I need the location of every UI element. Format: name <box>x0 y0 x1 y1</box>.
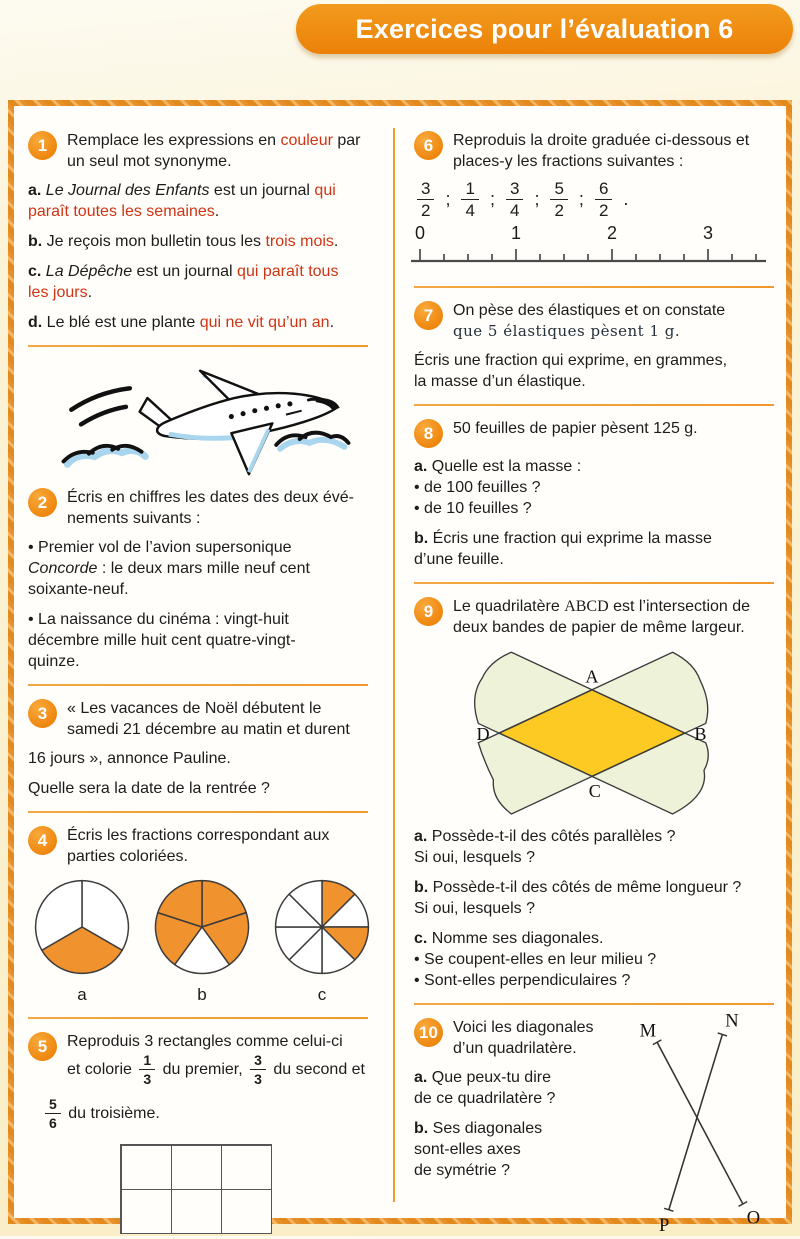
exercise-10-item-b: b. Ses diagonales sont-elles axes de symétrie ? <box>414 1120 543 1179</box>
exercise-1-item-c: c. La Dépêche est un journal qui paraît tous les jours. <box>28 263 339 301</box>
number-line <box>408 221 780 274</box>
exercise-7-question: Écris une fraction qui exprime, en grammes, la masse d’un élastique. <box>414 352 728 390</box>
fraction-3-2: $\frac{3}{2}$ <box>417 180 434 219</box>
page-title: Exercices pour l’évaluation 6 <box>355 13 734 44</box>
exercise-2-event-1: • Premier vol de l’avion supersonique Concorde : le deux mars mille neuf cent soixante-neuf. <box>28 539 310 598</box>
exercise-7-badge: 7 <box>414 301 443 330</box>
airplane-illustration <box>50 359 360 481</box>
exercise-9-item-c: c. Nomme ses diagonales. • Se coupent-elles en leur milieu ? • Sont-elles perpendiculaires ? <box>414 930 657 989</box>
fraction-5-2: $\frac{5}{2}$ <box>550 180 567 219</box>
exercise-2-badge: 2 <box>28 488 57 517</box>
fraction-5-6: $\frac{5}{6}$ <box>45 1097 61 1130</box>
exercise-5-line2: et colorie $\frac{1}{3}$ du premier, $\frac{3}{3}$ du second et <box>67 1052 365 1088</box>
fraction-6-2: $\frac{6}{2}$ <box>595 180 612 219</box>
exercise-5-badge: 5 <box>28 1032 57 1061</box>
fractions-list: $\frac{3}{2}$ ; $\frac{1}{4}$ ; $\frac{3}{4}$ ; $\frac{5}{2}$ ; $\frac{6}{2}$ . <box>414 180 780 219</box>
exercise-8-item-a: a. Quelle est la masse : • de 100 feuilles ? • de 10 feuilles ? <box>414 458 582 517</box>
bands-intersection-figure <box>424 646 760 824</box>
worksheet <box>8 100 792 1237</box>
exercise-divider <box>28 684 368 686</box>
exercise-6: 6 Reproduis la droite graduée ci-dessous et places-y les fractions suivantes : $\frac{3}{2}$ ; $\frac{1}{4}$ ; $\frac{3}{4}$ ; $\frac{5}{2}$ ; $\frac{6}{2}$ . 0 1 2 3 <box>414 130 780 274</box>
number-line-label: 0 <box>414 223 426 243</box>
pie-chart-a <box>30 875 134 1005</box>
grid-cell <box>171 1189 222 1234</box>
exercise-7-script-line: que 5 élastiques pèsent 1 g. <box>453 322 681 340</box>
exercise-7: 7 On pèse des élastiques et on constate que 5 élastiques pèsent 1 g. Écris une fraction qui exprime, en grammes, la masse d’un élastique. <box>414 300 780 392</box>
exercise-1-badge: 1 <box>28 131 57 160</box>
right-column <box>392 106 794 1237</box>
fraction-3-3: $\frac{3}{3}$ <box>250 1053 266 1086</box>
grid-cell <box>121 1145 172 1190</box>
exercise-1-item-d: d. Le blé est une plante qui ne vit qu’un an. <box>28 314 335 331</box>
exercise-8-item-b: b. Écris une fraction qui exprime la masse d’une feuille. <box>414 530 712 568</box>
grid-cell <box>221 1145 272 1190</box>
number-line-label: 2 <box>606 223 618 243</box>
exercise-8: 8 50 feuilles de papier pèsent 125 g. a. Quelle est la masse : • de 100 feuilles ? • de 10 feuilles ? b. Écris une fraction qui exprime la masse d’une feuille. <box>414 418 780 570</box>
exercise-10-badge: 10 <box>414 1018 443 1047</box>
vertex-label-c: C <box>588 781 601 802</box>
grid-cell <box>171 1145 222 1190</box>
exercise-4-badge: 4 <box>28 826 57 855</box>
exercise-3: 3 « Les vacances de Noël débutent le samedi 21 décembre au matin et durent 16 jours », annonce Pauline. Quelle sera la date de la rentrée ? <box>28 698 374 799</box>
vertex-label-o: O <box>746 1208 761 1229</box>
pie-chart-b <box>150 875 254 1005</box>
vertex-label-p: P <box>659 1216 670 1237</box>
exercise-9-item-b: b. Possède-t-il des côtés de même longueur ? Si oui, lesquels ? <box>414 879 742 917</box>
number-line-label: 3 <box>702 223 714 243</box>
number-line-label: 1 <box>510 223 522 243</box>
exercise-9-item-a: a. Possède-t-il des côtés parallèles ? Si oui, lesquels ? <box>414 828 676 866</box>
exercise-divider <box>28 345 368 347</box>
exercise-2: 2 Écris en chiffres les dates des deux évé- nements suivants : • Premier vol de l’avion supersonique Concorde : le deux mars mille neuf cent soixante-neuf. • La naissance du cinéma : vingt-huit décembre mille huit cent quatre-vingt- quinze. <box>28 487 374 672</box>
page-title-banner <box>296 4 793 54</box>
column-divider <box>393 128 395 1202</box>
exercise-1-intro-line2: un seul mot synonyme. <box>67 153 232 170</box>
exercise-9-badge: 9 <box>414 597 443 626</box>
vertex-label-m: M <box>639 1021 657 1042</box>
diagonals-figure <box>624 1013 774 1239</box>
exercise-3-question: Quelle sera la date de la rentrée ? <box>28 780 270 797</box>
pie-figures <box>30 875 374 1005</box>
left-column <box>14 106 392 1218</box>
exercise-divider <box>414 404 774 406</box>
vertex-label-d: D <box>476 723 490 744</box>
vertex-label-a: A <box>585 666 599 687</box>
exercise-2-event-2: • La naissance du cinéma : vingt-huit décembre mille huit cent quatre-vingt- quinze. <box>28 611 296 670</box>
fraction-1-3: $\frac{1}{3}$ <box>139 1053 155 1086</box>
grid-cell <box>221 1189 272 1234</box>
exercise-8-badge: 8 <box>414 419 443 448</box>
exercise-5: 5 Reproduis 3 rectangles comme celui-ci et colorie $\frac{1}{3}$ du premier, $\frac{3}{3}$ du second et $\frac{5}{6}$ du troisième. <box>28 1031 374 1234</box>
fraction-1-4: $\frac{1}{4}$ <box>461 180 478 219</box>
model-rectangle <box>120 1144 374 1234</box>
exercise-10: 10 Voici les diagonales d’un quadrilatère. a. Que peux-tu dire de ce quadrilatère ? b. Ses diagonales sont-elles axes de symétrie ? M N P O <box>414 1017 780 1239</box>
exercise-6-badge: 6 <box>414 131 443 160</box>
exercise-divider <box>414 1003 774 1005</box>
exercise-1-item-a: a. Le Journal des Enfants est un journal qui paraît toutes les semaines. <box>28 182 336 220</box>
pie-c-label: c <box>317 985 327 1004</box>
fraction-3-4: $\frac{3}{4}$ <box>506 180 523 219</box>
pie-chart-c <box>270 875 374 1005</box>
vertex-label-n: N <box>725 1013 739 1032</box>
exercise-1-item-b: b. Je reçois mon bulletin tous les trois mois. <box>28 233 339 250</box>
exercise-1-intro-line1: Remplace les expressions en couleur par <box>67 132 361 149</box>
exercise-4: 4 Écris les fractions correspondant aux parties coloriées. a b c <box>28 825 374 1005</box>
exercise-divider <box>414 582 774 584</box>
exercise-10-item-a: a. Que peux-tu dire de ce quadrilatère ? <box>414 1069 556 1107</box>
vertex-label-b: B <box>694 723 707 744</box>
exercise-divider <box>28 1017 368 1019</box>
exercise-3-badge: 3 <box>28 699 57 728</box>
exercise-5-line3: $\frac{5}{6}$ du troisième. <box>42 1096 374 1132</box>
pie-b-label: b <box>197 985 207 1004</box>
grid-cell <box>121 1189 172 1234</box>
pie-a-label: a <box>77 985 87 1004</box>
exercise-1 <box>28 130 374 333</box>
exercise-divider <box>28 811 368 813</box>
exercise-3-text: 16 jours », annonce Pauline. <box>28 750 231 767</box>
exercise-divider <box>414 286 774 288</box>
exercise-9: 9 Le quadrilatère ABCD est l’intersection de deux bandes de papier de même largeur. A B C D a. Possède-t-il des côtés parallèles ? Si oui, lesquels ? b. Possède-t-il des côtés de même longueur ? Si oui, lesquels ? c. Nomme ses diagonales. • Se coupent-elles en leur milieu ? • Sont-elles perpendiculaires ? <box>414 596 780 991</box>
